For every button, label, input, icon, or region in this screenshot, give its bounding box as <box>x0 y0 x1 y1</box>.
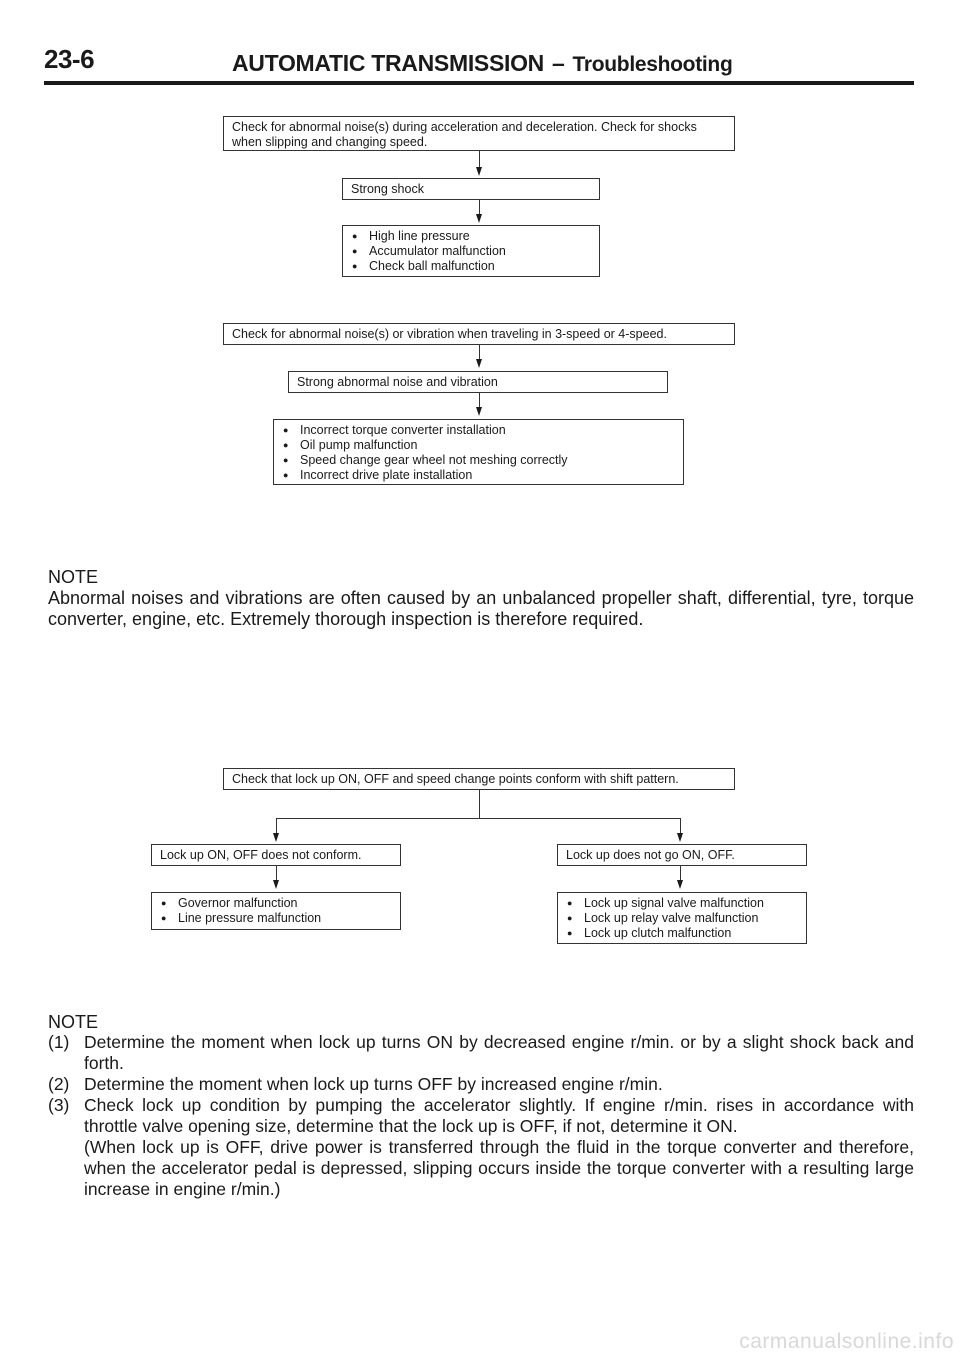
flow3-arrow <box>273 833 279 842</box>
flow2-arrow <box>476 359 482 368</box>
flow3-left-symptom-text: Lock up ON, OFF does not conform. <box>160 848 362 862</box>
watermark: carmanualsonline.info <box>739 1330 954 1353</box>
flow3-check-box <box>223 768 735 790</box>
page-title <box>232 50 732 77</box>
flow1-check-box <box>223 116 735 151</box>
note-item-text: Check lock up condition by pumping the accelerator slightly. If engine r/min. rises in accordance with throttle valve opening size, determine that the lock up is OFF, if not, determine it ON. <box>84 1095 914 1136</box>
flow3-right-branch <box>680 818 681 833</box>
flow2-symptom-box <box>288 371 668 393</box>
flow3-trunk <box>479 790 480 818</box>
cause-item: ● Line pressure malfunction <box>160 911 392 926</box>
flow1-symptom-box <box>342 178 600 200</box>
cause-item: ● Lock up signal valve malfunction <box>566 896 798 911</box>
note-label: NOTE <box>48 567 99 587</box>
note-item <box>48 1032 914 1074</box>
cause-item: ● Check ball malfunction <box>351 259 591 274</box>
note-item-text: Determine the moment when lock up turns ON by decreased engine r/min. or by a slight shock back and forth. <box>84 1032 914 1073</box>
note-label: NOTE <box>48 1012 99 1032</box>
cause-item: ● Governor malfunction <box>160 896 392 911</box>
flow1-causes-box <box>342 225 600 277</box>
flow1-arrow <box>476 167 482 176</box>
flow2-check-box <box>223 323 735 345</box>
note-item-extra: (When lock up is OFF, drive power is transferred through the fluid in the torque converter and therefore, when the accelerator pedal is depressed, slipping occurs inside the torque converter with a resulting large increase in engine r/min.) <box>84 1137 914 1199</box>
note-text: Abnormal noises and vibrations are often caused by an unbalanced propeller shaft, differential, tyre, torque converter, engine, etc. Extremely thorough inspection is therefore required. <box>48 588 914 629</box>
section-title: AUTOMATIC TRANSMISSION <box>232 50 544 76</box>
flow3-arrow <box>677 880 683 889</box>
flow3-left-symptom-box <box>151 844 401 866</box>
title-dash: – <box>552 50 565 76</box>
subsection-title: Troubleshooting <box>572 53 733 76</box>
note-list <box>48 1032 914 1200</box>
flow2-connector <box>479 345 480 359</box>
note-item <box>48 1095 914 1200</box>
cause-item: ● High line pressure <box>351 229 591 244</box>
flow1-connector <box>479 151 480 167</box>
cause-item: ● Lock up clutch malfunction <box>566 926 798 941</box>
flow3-connector <box>276 866 277 880</box>
flow2-arrow <box>476 407 482 416</box>
note-item-number: (3) <box>48 1095 70 1115</box>
cause-item: ● Oil pump malfunction <box>282 438 675 453</box>
flow1-symptom-text: Strong shock <box>351 182 424 196</box>
flow3-right-symptom-text: Lock up does not go ON, OFF. <box>566 848 735 862</box>
flow1-arrow <box>476 214 482 223</box>
cause-item: ● Incorrect drive plate installation <box>282 468 675 483</box>
page-number: 23-6 <box>44 44 95 74</box>
cause-item: ● Speed change gear wheel not meshing correctly <box>282 453 675 468</box>
note-item-number: (1) <box>48 1032 70 1052</box>
flow3-left-branch <box>276 818 277 833</box>
note-item <box>48 1074 914 1095</box>
flow3-arrow <box>273 880 279 889</box>
flow2-causes-box <box>273 419 684 485</box>
note-item-text: Determine the moment when lock up turns OFF by increased engine r/min. <box>84 1074 663 1094</box>
flow2-connector <box>479 393 480 407</box>
flow1-connector <box>479 200 480 214</box>
header-rule <box>44 81 914 85</box>
flow2-symptom-text: Strong abnormal noise and vibration <box>297 375 498 389</box>
flow1-check-text: Check for abnormal noise(s) during acceleration and deceleration. Check for shocks when slipping and changing speed. <box>232 120 697 149</box>
flow3-left-causes-box <box>151 892 401 930</box>
cause-item: ● Lock up relay valve malfunction <box>566 911 798 926</box>
flow3-connector <box>680 866 681 880</box>
cause-item: ● Accumulator malfunction <box>351 244 591 259</box>
flow2-check-text: Check for abnormal noise(s) or vibration when traveling in 3-speed or 4-speed. <box>232 327 667 341</box>
flow3-check-text: Check that lock up ON, OFF and speed change points conform with shift pattern. <box>232 772 679 786</box>
flow3-right-symptom-box <box>557 844 807 866</box>
note-item-number: (2) <box>48 1074 70 1094</box>
flow3-branch-line <box>276 818 681 819</box>
cause-item: ● Incorrect torque converter installation <box>282 423 675 438</box>
flow3-right-causes-box <box>557 892 807 944</box>
flow3-arrow <box>677 833 683 842</box>
